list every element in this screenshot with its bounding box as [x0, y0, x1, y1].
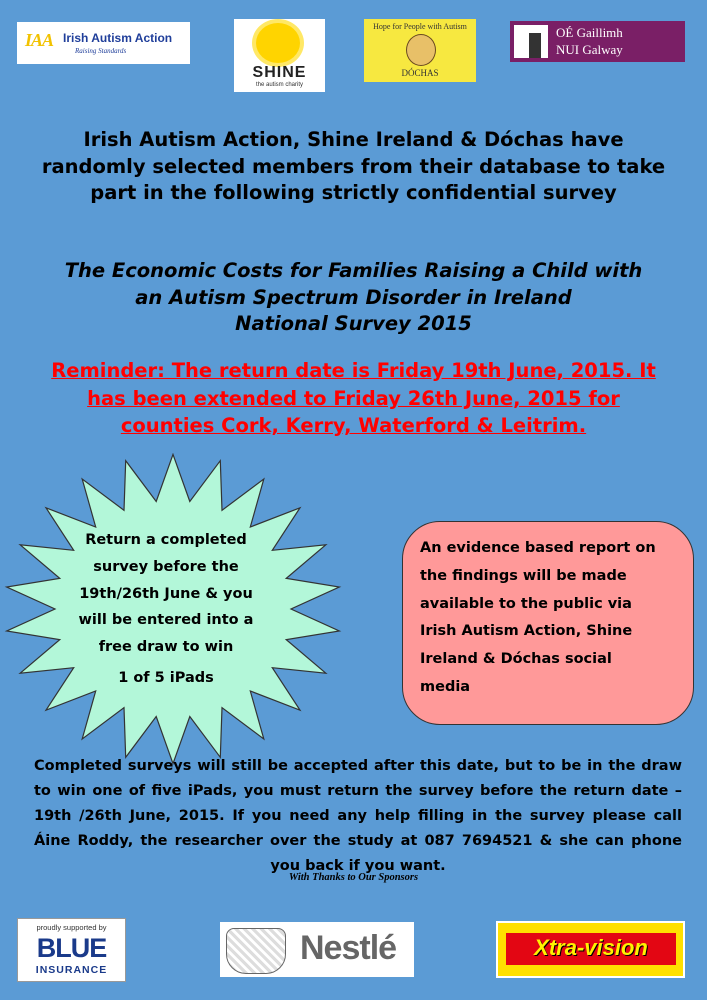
nui-galway-logo [510, 21, 685, 62]
nestle-logo [220, 922, 414, 977]
reminder-line-1: Reminder: The return date is Friday 19th June, 2015. It [51, 359, 656, 382]
intro-line-1: Irish Autism Action, Shine Ireland & Dóchas have [83, 128, 624, 151]
shine-tagline: the autism charity [255, 82, 304, 88]
blue-sub: INSURANCE [35, 964, 108, 976]
shine-name: SHINE [252, 64, 307, 81]
xtra-vision-logo [496, 921, 685, 978]
title-line-3: National Survey 2015 [235, 312, 472, 336]
info-line-5: Ireland & Dóchas social [420, 651, 612, 668]
survey-title [0, 258, 707, 338]
promo-line-5: free draw to win [98, 639, 234, 656]
info-line-4: Irish Autism Action, Shine [420, 623, 633, 640]
blue-insurance-logo [17, 918, 126, 982]
iaa-tagline: Raising Standards [75, 47, 127, 55]
info-line-6: media [420, 679, 471, 696]
title-line-1: The Economic Costs for Families Raising a Child with [64, 259, 643, 282]
tower-icon [529, 33, 541, 58]
sun-icon [256, 23, 300, 63]
intro-line-3: part in the following strictly confidential survey [90, 181, 617, 205]
promo-prize: 1 of 5 iPads [118, 670, 214, 687]
dochas-arc-text: Hope for People with Autism [373, 22, 467, 31]
contact-paragraph: Completed surveys will still be accepted after this date, but to be in the draw to win one of five iPads, you must return the survey before the return date –19th /26th June, 2015. If you need any help filling in the survey please call Áine Roddy, the researcher over the study at 087 7694521 & she can phone you back if you want. [34, 758, 682, 875]
promo-line-2: survey before the [93, 558, 239, 575]
blue-top-text: proudly supported by [36, 923, 107, 932]
info-line-3: available to the public via [420, 595, 632, 612]
nest-icon [226, 928, 286, 974]
nui-irish-name: OÉ Gaillimh [556, 25, 623, 40]
dochas-logo [364, 19, 476, 82]
iaa-name: Irish Autism Action [63, 31, 173, 45]
intro-line-2: randomly selected members from their database to take [41, 154, 666, 178]
iaa-mark: IAA [25, 30, 54, 50]
dochas-name: DÓCHAS [401, 68, 439, 78]
promo-line-3: 19th/26th June & you [79, 585, 253, 602]
reminder-line-2: has been extended to Friday 26th June, 2015 for [87, 386, 620, 410]
face-icon [406, 34, 436, 66]
reminder-line-3: counties Cork, Kerry, Waterford & Leitrim. [120, 414, 587, 438]
reminder-notice [0, 357, 707, 440]
xtra-vision-name: Xtra-vision [534, 935, 648, 960]
blue-name: BLUE [36, 933, 107, 963]
info-line-1: An evidence based report on [420, 540, 656, 556]
title-line-2: an Autism Spectrum Disorder in Ireland [135, 285, 572, 309]
crest-icon [514, 25, 548, 58]
nestle-name: Nestlé [300, 929, 397, 967]
promo-line-1: Return a completed [85, 532, 247, 548]
draw-promo-text [42, 527, 290, 692]
intro-text [0, 127, 707, 207]
info-line-2: the findings will be made [420, 567, 627, 584]
promo-line-4: will be entered into a [78, 612, 254, 629]
irish-autism-action-logo [17, 22, 190, 64]
report-info-text [420, 535, 690, 702]
shine-logo [234, 19, 325, 92]
nui-english-name: NUI Galway [556, 42, 623, 57]
sponsors-heading: With Thanks to Our Sponsors [288, 872, 419, 883]
